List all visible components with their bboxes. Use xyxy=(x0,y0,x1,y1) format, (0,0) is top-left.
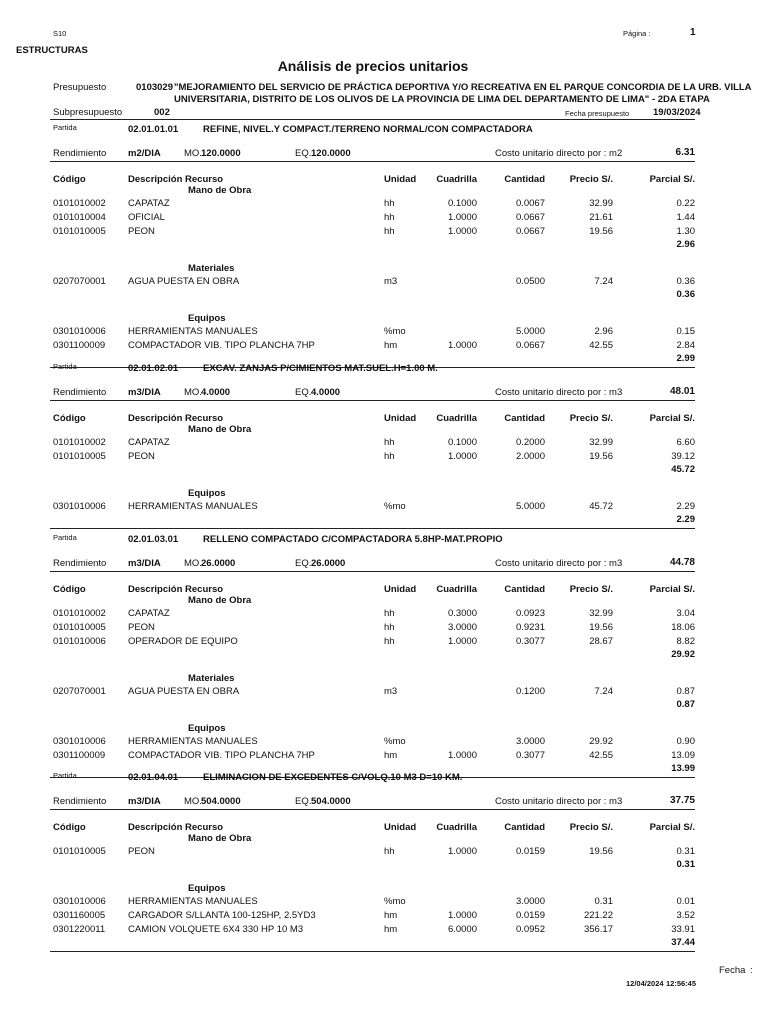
item-cantidad: 5.0000 xyxy=(515,326,545,337)
costo-unitario-value: 6.31 xyxy=(675,147,695,158)
item-parcial: 1.30 xyxy=(676,226,695,237)
item-parcial: 0.90 xyxy=(676,736,695,747)
item-description: CAPATAZ xyxy=(128,437,170,448)
group-total: 0.31 xyxy=(676,859,695,870)
item-precio: 21.61 xyxy=(589,212,613,223)
presupuesto-code: 0103029 xyxy=(136,82,173,93)
col-header-parcial: Parcial S/. xyxy=(649,413,695,424)
item-parcial: 6.60 xyxy=(676,437,695,448)
costo-unitario-value: 44.78 xyxy=(669,557,695,568)
group-total: 29.92 xyxy=(671,649,695,660)
item-precio: 356.17 xyxy=(583,924,613,935)
item-parcial: 8.82 xyxy=(676,636,695,647)
item-unit: m3 xyxy=(384,686,398,697)
item-cantidad: 0.0952 xyxy=(515,924,545,935)
item-unit: hh xyxy=(384,846,395,857)
group-total: 2.96 xyxy=(676,239,695,250)
item-cuadrilla: 1.0000 xyxy=(447,750,477,761)
partida-description: RELLENO COMPACTADO C/COMPACTADORA 5.8HP-MAT.PROPIO xyxy=(203,534,503,545)
item-cuadrilla: 1.0000 xyxy=(447,910,477,921)
col-header-codigo: Código xyxy=(53,822,86,833)
item-code: 0101010005 xyxy=(53,226,106,237)
item-cuadrilla: 1.0000 xyxy=(447,846,477,857)
col-header-parcial: Parcial S/. xyxy=(649,822,695,833)
item-cantidad: 0.0667 xyxy=(515,340,545,351)
section-divider xyxy=(50,571,695,572)
mo-label: MO. xyxy=(184,796,202,807)
group-total: 0.36 xyxy=(676,289,695,300)
mo-label: MO. xyxy=(184,558,202,569)
item-cuadrilla: 0.1000 xyxy=(447,437,477,448)
rendimiento-label: Rendimiento xyxy=(53,148,107,159)
report-code: S10 xyxy=(53,29,67,38)
section-divider xyxy=(50,400,695,401)
group-name: Equipos xyxy=(188,883,226,894)
col-header-descripcion: Descripción Recurso xyxy=(128,413,224,424)
item-precio: 32.99 xyxy=(589,437,613,448)
col-header-precio: Precio S/. xyxy=(569,413,613,424)
item-cantidad: 0.9231 xyxy=(515,622,545,633)
item-parcial: 2.84 xyxy=(676,340,695,351)
eq-value: 504.0000 xyxy=(311,796,351,807)
item-description: OFICIAL xyxy=(128,212,165,223)
partida-code: 02.01.03.01 xyxy=(128,534,179,545)
item-precio: 19.56 xyxy=(589,846,613,857)
presupuesto-desc-line1: "MEJORAMIENTO DEL SERVICIO DE PRÁCTICA DEPORTIVA Y/O RECREATIVA EN EL PARQUE CONCORDIA DE LA URB. VILLA xyxy=(174,82,752,93)
item-unit: hh xyxy=(384,437,395,448)
item-parcial: 0.36 xyxy=(676,276,695,287)
partida-description: EXCAV. ZANJAS P/CIMIENTOS MAT.SUEL.H=1.00 M. xyxy=(203,363,438,374)
group-total: 37.44 xyxy=(671,937,695,948)
item-precio: 2.96 xyxy=(594,326,613,337)
item-precio: 19.56 xyxy=(589,451,613,462)
presupuesto-label: Presupuesto xyxy=(53,82,107,93)
item-parcial: 18.06 xyxy=(671,622,695,633)
item-code: 0301100009 xyxy=(53,750,106,761)
item-code: 0101010002 xyxy=(53,437,106,448)
item-parcial: 0.15 xyxy=(676,326,695,337)
item-unit: %mo xyxy=(384,736,406,747)
rendimiento-unit: m3/DIA xyxy=(128,558,161,569)
item-precio: 7.24 xyxy=(594,276,613,287)
costo-unitario-label: Costo unitario directo por : m3 xyxy=(495,558,623,569)
mo-label: MO. xyxy=(184,387,202,398)
item-cantidad: 0.0667 xyxy=(515,212,545,223)
item-unit: hm xyxy=(384,924,398,935)
partida-description: REFINE, NIVEL.Y COMPACT./TERRENO NORMAL/CON COMPACTADORA xyxy=(203,124,533,135)
mo-label: MO. xyxy=(184,148,202,159)
item-unit: hh xyxy=(384,198,395,209)
item-cantidad: 0.2000 xyxy=(515,437,545,448)
mo-value: 4.0000 xyxy=(201,387,231,398)
item-parcial: 39.12 xyxy=(671,451,695,462)
eq-label: EQ. xyxy=(295,558,312,569)
item-unit: hh xyxy=(384,226,395,237)
partida-code: 02.01.04.01 xyxy=(128,772,179,783)
subpresupuesto-code: 002 xyxy=(154,107,170,118)
item-parcial: 13.09 xyxy=(671,750,695,761)
fecha-presupuesto: 19/03/2024 xyxy=(653,107,701,118)
costo-unitario-value: 48.01 xyxy=(669,386,695,397)
item-code: 0301010006 xyxy=(53,896,106,907)
costo-unitario-label: Costo unitario directo por : m2 xyxy=(495,148,623,159)
item-cuadrilla: 0.1000 xyxy=(447,198,477,209)
item-code: 0301010006 xyxy=(53,326,106,337)
col-header-cantidad: Cantidad xyxy=(504,174,545,185)
eq-label: EQ. xyxy=(295,148,312,159)
item-unit: hm xyxy=(384,340,398,351)
company-name: ESTRUCTURAS xyxy=(16,45,88,56)
partida-label: Partida xyxy=(53,123,77,132)
item-description: CAMION VOLQUETE 6X4 330 HP 10 M3 xyxy=(128,924,304,935)
group-name: Materiales xyxy=(188,263,235,274)
group-name: Mano de Obra xyxy=(188,424,252,435)
col-header-parcial: Parcial S/. xyxy=(649,174,695,185)
item-precio: 19.56 xyxy=(589,622,613,633)
col-header-precio: Precio S/. xyxy=(569,584,613,595)
item-code: 0301010006 xyxy=(53,501,106,512)
partida-code: 02.01.02.01 xyxy=(128,363,179,374)
eq-label: EQ. xyxy=(295,387,312,398)
item-code: 0101010004 xyxy=(53,212,106,223)
item-unit: %mo xyxy=(384,896,406,907)
group-total: 2.29 xyxy=(676,514,695,525)
item-parcial: 3.04 xyxy=(676,608,695,619)
group-name: Mano de Obra xyxy=(188,833,252,844)
item-cantidad: 0.1200 xyxy=(515,686,545,697)
presupuesto-desc-line2: UNIVERSITARIA, DISTRITO DE LOS OLIVOS DE LA PROVINCIA DE LIMA DEL DEPARTAMENTO DE LIMA" - 2DA ETAPA xyxy=(174,94,710,105)
item-precio: 28.67 xyxy=(589,636,613,647)
col-header-unidad: Unidad xyxy=(384,822,417,833)
col-header-cuadrilla: Cuadrilla xyxy=(436,584,477,595)
eq-value: 4.0000 xyxy=(311,387,341,398)
item-unit: hh xyxy=(384,212,395,223)
item-unit: m3 xyxy=(384,276,398,287)
section-divider xyxy=(50,809,695,810)
group-name: Materiales xyxy=(188,673,235,684)
item-precio: 7.24 xyxy=(594,686,613,697)
item-cuadrilla: 0.3000 xyxy=(447,608,477,619)
partida-end-divider xyxy=(50,951,695,952)
item-parcial: 33.91 xyxy=(671,924,695,935)
costo-unitario-value: 37.75 xyxy=(669,795,695,806)
col-header-unidad: Unidad xyxy=(384,584,417,595)
item-cantidad: 3.0000 xyxy=(515,736,545,747)
item-description: AGUA PUESTA EN OBRA xyxy=(128,276,240,287)
rendimiento-unit: m3/DIA xyxy=(128,387,161,398)
partida-label: Partida xyxy=(53,771,77,780)
group-name: Mano de Obra xyxy=(188,185,252,196)
rendimiento-label: Rendimiento xyxy=(53,796,107,807)
item-cuadrilla: 1.0000 xyxy=(447,340,477,351)
item-cantidad: 0.0667 xyxy=(515,226,545,237)
header-divider xyxy=(50,119,695,120)
item-description: OPERADOR DE EQUIPO xyxy=(128,636,238,647)
col-header-codigo: Código xyxy=(53,413,86,424)
eq-value: 26.0000 xyxy=(311,558,346,569)
rendimiento-unit: m2/DIA xyxy=(128,148,161,159)
col-header-cantidad: Cantidad xyxy=(504,413,545,424)
col-header-cuadrilla: Cuadrilla xyxy=(436,413,477,424)
partida-label: Partida xyxy=(53,362,77,371)
group-name: Mano de Obra xyxy=(188,595,252,606)
col-header-descripcion: Descripción Recurso xyxy=(128,174,224,185)
item-description: HERRAMIENTAS MANUALES xyxy=(128,896,258,907)
item-precio: 19.56 xyxy=(589,226,613,237)
partida-code: 02.01.01.01 xyxy=(128,124,179,135)
col-header-cantidad: Cantidad xyxy=(504,584,545,595)
item-precio: 221.22 xyxy=(583,910,613,921)
item-description: CAPATAZ xyxy=(128,608,170,619)
item-unit: hh xyxy=(384,622,395,633)
item-cuadrilla: 3.0000 xyxy=(447,622,477,633)
item-parcial: 2.29 xyxy=(676,501,695,512)
group-name: Equipos xyxy=(188,723,226,734)
item-unit: hh xyxy=(384,608,395,619)
item-unit: %mo xyxy=(384,501,406,512)
item-cantidad: 0.0159 xyxy=(515,910,545,921)
item-cantidad: 5.0000 xyxy=(515,501,545,512)
item-unit: %mo xyxy=(384,326,406,337)
item-description: PEON xyxy=(128,622,155,633)
item-code: 0101010006 xyxy=(53,636,106,647)
col-header-descripcion: Descripción Recurso xyxy=(128,584,224,595)
col-header-codigo: Código xyxy=(53,584,86,595)
item-code: 0101010005 xyxy=(53,451,106,462)
col-header-unidad: Unidad xyxy=(384,413,417,424)
item-description: CARGADOR S/LLANTA 100-125HP, 2.5YD3 xyxy=(128,910,316,921)
item-description: AGUA PUESTA EN OBRA xyxy=(128,686,240,697)
item-cantidad: 0.3077 xyxy=(515,750,545,761)
item-parcial: 1.44 xyxy=(676,212,695,223)
item-cuadrilla: 1.0000 xyxy=(447,636,477,647)
item-code: 0207070001 xyxy=(53,686,106,697)
item-description: COMPACTADOR VIB. TIPO PLANCHA 7HP xyxy=(128,750,315,761)
group-name: Equipos xyxy=(188,313,226,324)
item-cuadrilla: 1.0000 xyxy=(447,226,477,237)
footer-date: 12/04/2024 xyxy=(626,979,664,988)
page-title: Análisis de precios unitarios xyxy=(277,58,469,74)
item-precio: 0.31 xyxy=(594,896,613,907)
item-description: PEON xyxy=(128,226,155,237)
item-parcial: 0.01 xyxy=(676,896,695,907)
col-header-cuadrilla: Cuadrilla xyxy=(436,174,477,185)
item-description: PEON xyxy=(128,846,155,857)
col-header-descripcion: Descripción Recurso xyxy=(128,822,224,833)
group-total: 45.72 xyxy=(671,464,695,475)
item-precio: 29.92 xyxy=(589,736,613,747)
item-cantidad: 0.0159 xyxy=(515,846,545,857)
item-unit: hh xyxy=(384,636,395,647)
item-precio: 42.55 xyxy=(589,750,613,761)
item-cuadrilla: 1.0000 xyxy=(447,451,477,462)
costo-unitario-label: Costo unitario directo por : m3 xyxy=(495,387,623,398)
rendimiento-unit: m3/DIA xyxy=(128,796,161,807)
costo-unitario-label: Costo unitario directo por : m3 xyxy=(495,796,623,807)
item-cantidad: 3.0000 xyxy=(515,896,545,907)
item-description: CAPATAZ xyxy=(128,198,170,209)
item-unit: hm xyxy=(384,910,398,921)
item-description: HERRAMIENTAS MANUALES xyxy=(128,326,258,337)
rendimiento-label: Rendimiento xyxy=(53,558,107,569)
item-description: HERRAMIENTAS MANUALES xyxy=(128,736,258,747)
partida-description: ELIMINACION DE EXCEDENTES C/VOLQ.10 M3 D=10 KM. xyxy=(203,772,463,783)
footer-time: 12:56:45 xyxy=(666,979,697,988)
item-cantidad: 0.0923 xyxy=(515,608,545,619)
item-cantidad: 0.0500 xyxy=(515,276,545,287)
item-description: PEON xyxy=(128,451,155,462)
section-divider xyxy=(50,161,695,162)
col-header-unidad: Unidad xyxy=(384,174,417,185)
col-header-cuadrilla: Cuadrilla xyxy=(436,822,477,833)
group-total: 0.87 xyxy=(676,699,695,710)
col-header-precio: Precio S/. xyxy=(569,822,613,833)
col-header-parcial: Parcial S/. xyxy=(649,584,695,595)
footer-fecha-label: Fecha xyxy=(719,965,746,976)
item-precio: 32.99 xyxy=(589,198,613,209)
item-code: 0301010006 xyxy=(53,736,106,747)
item-description: HERRAMIENTAS MANUALES xyxy=(128,501,258,512)
item-precio: 32.99 xyxy=(589,608,613,619)
item-code: 0101010005 xyxy=(53,622,106,633)
item-precio: 45.72 xyxy=(589,501,613,512)
subpresupuesto-label: Subpresupuesto xyxy=(53,107,123,118)
rendimiento-label: Rendimiento xyxy=(53,387,107,398)
page-label: Página : xyxy=(623,29,651,38)
item-parcial: 0.31 xyxy=(676,846,695,857)
item-unit: hh xyxy=(384,451,395,462)
item-unit: hm xyxy=(384,750,398,761)
item-precio: 42.55 xyxy=(589,340,613,351)
col-header-cantidad: Cantidad xyxy=(504,822,545,833)
item-code: 0101010005 xyxy=(53,846,106,857)
col-header-precio: Precio S/. xyxy=(569,174,613,185)
group-total: 13.99 xyxy=(671,763,695,774)
item-code: 0301100009 xyxy=(53,340,106,351)
item-code: 0101010002 xyxy=(53,608,106,619)
mo-value: 504.0000 xyxy=(201,796,241,807)
item-parcial: 0.22 xyxy=(676,198,695,209)
item-parcial: 0.87 xyxy=(676,686,695,697)
eq-value: 120.0000 xyxy=(311,148,351,159)
item-parcial: 3.52 xyxy=(676,910,695,921)
partida-end-divider xyxy=(50,528,695,529)
item-cantidad: 0.3077 xyxy=(515,636,545,647)
group-name: Equipos xyxy=(188,488,226,499)
fecha-presupuesto-label: Fecha presupuesto xyxy=(565,109,630,118)
item-code: 0301220011 xyxy=(53,924,106,935)
item-cuadrilla: 1.0000 xyxy=(447,212,477,223)
item-cuadrilla: 6.0000 xyxy=(447,924,477,935)
item-description: COMPACTADOR VIB. TIPO PLANCHA 7HP xyxy=(128,340,315,351)
col-header-codigo: Código xyxy=(53,174,86,185)
item-cantidad: 0.0067 xyxy=(515,198,545,209)
group-total: 2.99 xyxy=(676,353,695,364)
page-number: 1 xyxy=(690,27,696,38)
item-code: 0101010002 xyxy=(53,198,106,209)
eq-label: EQ. xyxy=(295,796,312,807)
mo-value: 120.0000 xyxy=(201,148,241,159)
mo-value: 26.0000 xyxy=(201,558,236,569)
item-code: 0207070001 xyxy=(53,276,106,287)
partida-label: Partida xyxy=(53,533,77,542)
item-code: 0301160005 xyxy=(53,910,106,921)
item-cantidad: 2.0000 xyxy=(515,451,545,462)
footer-fecha-colon: : xyxy=(750,965,753,976)
